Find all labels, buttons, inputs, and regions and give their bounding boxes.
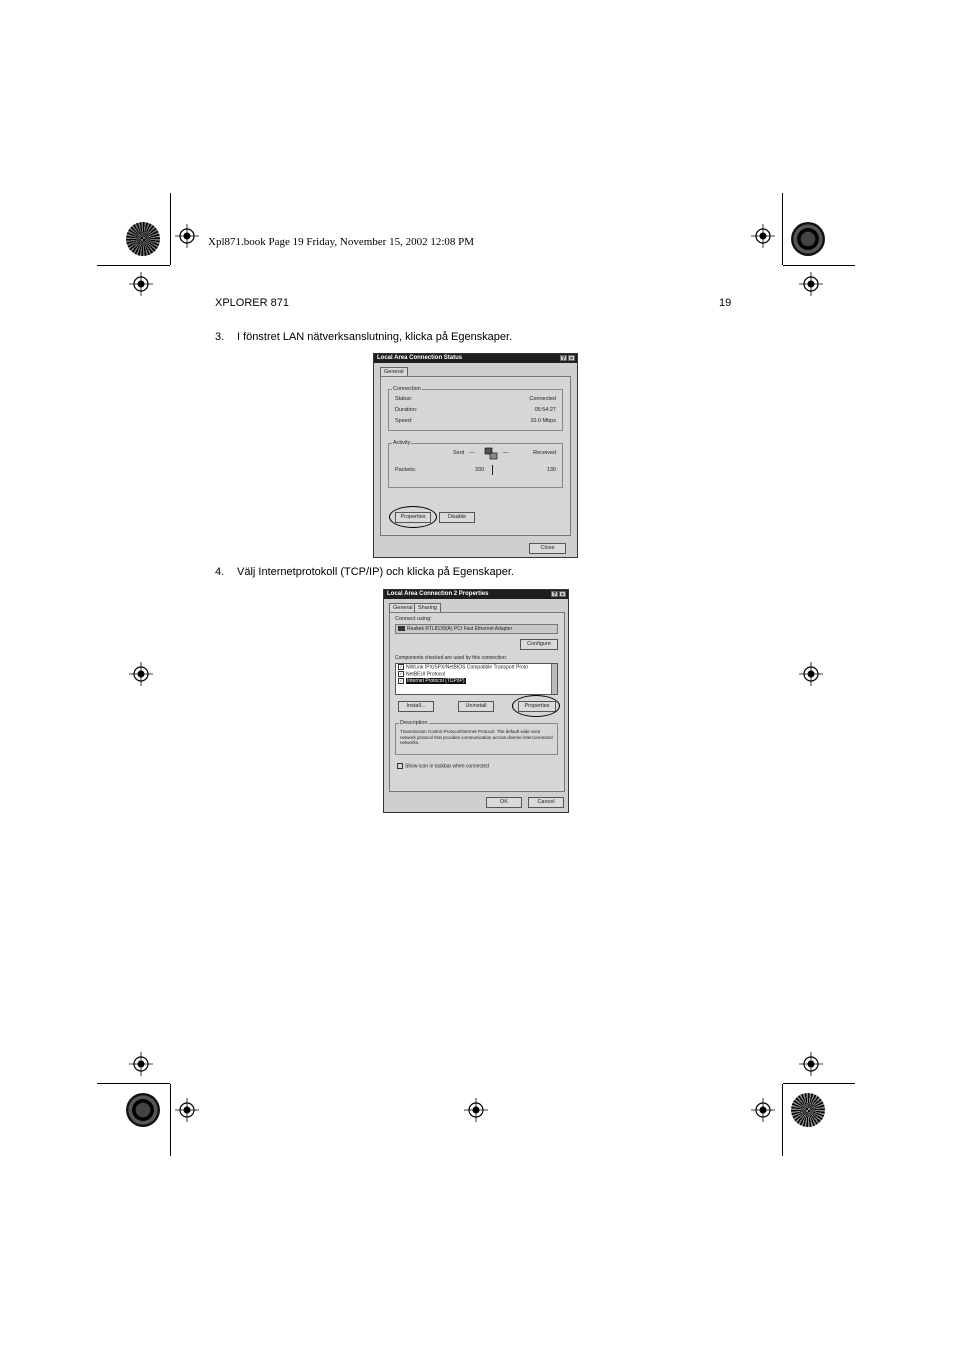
packets-sent-value: 330 — [475, 467, 485, 473]
list-item[interactable]: ✓ NWLink IPX/SPX/NetBIOS Compatible Transport Proto — [399, 664, 528, 671]
network-adapter-icon — [398, 626, 405, 631]
step-text: I fönstret LAN nätverksanslutning, klicka på Egenskaper. — [237, 331, 513, 343]
registration-target-icon — [464, 1098, 488, 1122]
group-title: Activity — [393, 440, 411, 446]
activity-group: Activity Sent — — Received Packets: 330 130 — [388, 443, 563, 488]
print-info-line: Xpl871.book Page 19 Friday, November 15, 2002 12:08 PM — [208, 236, 475, 248]
vertical-scrollbar[interactable] — [551, 664, 557, 694]
adapter-name: Realtek RTL8139(A) PCI Fast Ethernet Adapter — [407, 626, 513, 632]
duration-value: 05:54:27 — [534, 407, 556, 413]
checkbox[interactable] — [397, 763, 403, 769]
rosette-icon — [791, 222, 825, 256]
ok-button[interactable]: OK — [486, 797, 522, 808]
network-computers-icon — [483, 446, 499, 462]
list-item[interactable]: ✓ NetBEUI Protocol — [399, 671, 446, 678]
components-list[interactable] — [395, 663, 558, 695]
group-title: Description — [400, 720, 428, 726]
title-bar — [374, 354, 577, 363]
step-3 — [215, 331, 512, 343]
components-label: Components checked are used by this connection: — [395, 655, 508, 661]
registration-target-icon — [799, 272, 823, 296]
connect-using-label: Connect using: — [395, 616, 432, 622]
show-icon-option[interactable] — [397, 763, 489, 769]
registration-target-icon — [751, 224, 775, 248]
checkbox[interactable]: ✓ — [399, 678, 403, 683]
close-icon[interactable]: × — [559, 591, 566, 597]
description-group — [395, 720, 558, 755]
status-label: Status: — [395, 396, 413, 402]
uninstall-button[interactable]: Uninstall — [458, 701, 494, 712]
rosette-icon — [791, 1093, 825, 1127]
group-title: Connection — [393, 386, 421, 392]
step-number: 4. — [215, 566, 225, 578]
screenshot-connection-properties — [383, 589, 569, 813]
cancel-button[interactable]: Cancel — [528, 797, 564, 808]
registration-target-icon — [799, 662, 823, 686]
highlight-circle — [389, 506, 437, 528]
general-panel — [389, 612, 565, 792]
registration-target-icon — [129, 1052, 153, 1076]
rosette-icon — [126, 222, 160, 256]
install-button[interactable]: Install... — [398, 701, 434, 712]
help-icon[interactable]: ? — [552, 592, 557, 598]
properties-button[interactable]: Properties — [395, 512, 431, 523]
description-text: Transmission Control Protocol/Internet Protocol. The default wide area network protocol that provides communication across diverse interconnected networks. — [400, 729, 553, 745]
tab-sharing[interactable]: Sharing — [414, 603, 441, 613]
speed-value: 10.0 Mbps — [530, 418, 556, 424]
running-header-title: XPLORER 871 — [215, 297, 289, 309]
tab-general[interactable]: General — [389, 603, 417, 613]
duration-label: Duration: — [395, 407, 418, 413]
window-title: Local Area Connection 2 Properties — [387, 591, 489, 597]
properties-button[interactable]: Properties — [518, 701, 556, 712]
page-number: 19 — [719, 297, 732, 309]
highlight-circle — [512, 695, 560, 717]
general-panel — [380, 376, 571, 536]
registration-target-icon — [799, 1052, 823, 1076]
title-bar — [384, 590, 568, 599]
speed-label: Speed: — [395, 418, 413, 424]
selected-item-label: Internet Protocol (TCP/IP) — [407, 678, 465, 685]
registration-target-icon — [129, 662, 153, 686]
tab-general[interactable]: General — [380, 367, 408, 377]
registration-target-icon — [129, 272, 153, 296]
help-icon[interactable]: ? — [561, 356, 566, 362]
configure-button[interactable]: Configure — [520, 639, 558, 650]
step-text: Välj Internetprotokoll (TCP/IP) och klicka på Egenskaper. — [237, 566, 514, 578]
registration-target-icon — [175, 224, 199, 248]
sent-label: Sent — [453, 450, 465, 456]
registration-target-icon — [175, 1098, 199, 1122]
disable-button[interactable]: Disable — [439, 512, 475, 523]
connection-group — [388, 386, 563, 431]
step-4 — [215, 566, 514, 578]
window-title: Local Area Connection Status — [377, 355, 463, 361]
show-icon-label: Show icon in taskbar when connected — [405, 763, 489, 770]
received-label: Received — [533, 450, 556, 456]
step-number: 3. — [215, 331, 225, 343]
checkbox[interactable]: ✓ — [399, 664, 403, 669]
packets-label: Packets: — [395, 467, 417, 473]
registration-target-icon — [751, 1098, 775, 1122]
screenshot-connection-status — [373, 353, 578, 558]
status-value: Connected — [529, 396, 556, 402]
rosette-icon — [126, 1093, 160, 1127]
adapter-field — [395, 624, 558, 634]
close-button[interactable]: Close — [529, 543, 566, 554]
packets-received-value: 130 — [546, 467, 556, 473]
list-item[interactable] — [396, 678, 557, 685]
close-icon[interactable]: × — [568, 355, 575, 361]
checkbox[interactable]: ✓ — [399, 671, 403, 676]
